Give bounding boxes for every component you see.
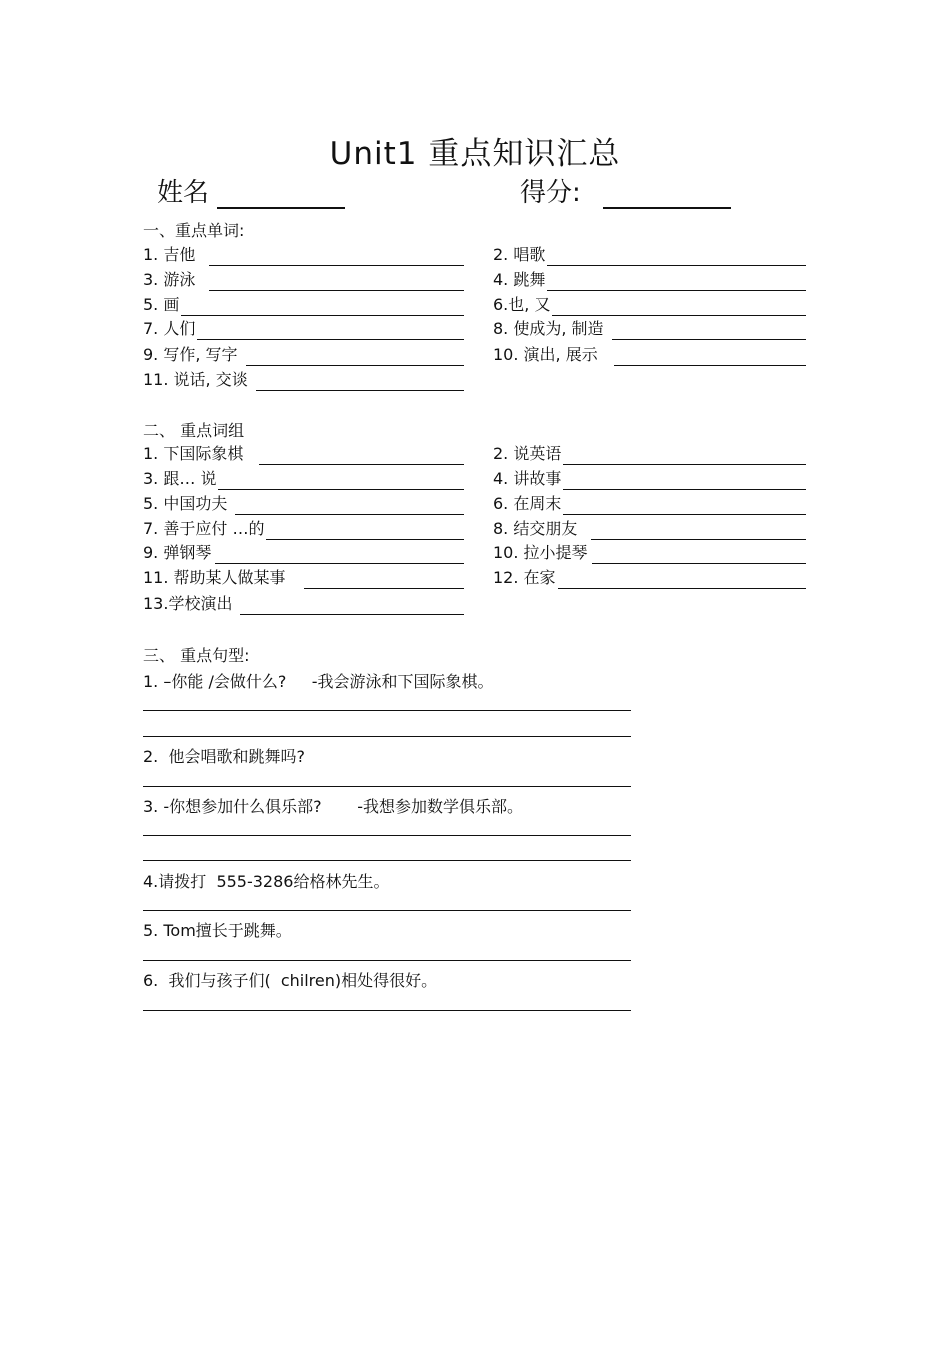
phrase-item[interactable]: 8. 结交朋友 <box>493 518 806 540</box>
name-label: 姓名 <box>157 178 210 208</box>
phrase-item[interactable]: 4. 讲故事 <box>493 468 806 490</box>
word-item[interactable]: 11. 说话, 交谈 <box>143 369 464 391</box>
word-item[interactable]: 3. 游泳 <box>143 269 464 291</box>
sentence-prompt: 1. –你能 /会做什么? -我会游泳和下国际象棋。 <box>143 672 494 691</box>
answer-line[interactable] <box>143 710 631 711</box>
page-title: Unit1 重点知识汇总 <box>329 136 621 172</box>
phrase-item[interactable]: 10. 拉小提琴 <box>493 542 806 564</box>
answer-line[interactable] <box>143 910 631 911</box>
phrase-item[interactable]: 3. 跟… 说 <box>143 468 464 490</box>
phrase-item[interactable]: 5. 中国功夫 <box>143 493 464 515</box>
sentence-prompt: 2. 他会唱歌和跳舞吗? <box>143 747 305 766</box>
phrase-item[interactable]: 2. 说英语 <box>493 443 806 465</box>
phrase-item[interactable]: 13.学校演出 <box>143 593 464 615</box>
answer-line[interactable] <box>143 860 631 861</box>
score-blank[interactable] <box>603 177 731 209</box>
word-item[interactable]: 9. 写作, 写字 <box>143 344 464 366</box>
answer-line[interactable] <box>143 960 631 961</box>
phrase-item[interactable]: 9. 弹钢琴 <box>143 542 464 564</box>
word-item[interactable]: 5. 画 <box>143 294 464 316</box>
answer-line[interactable] <box>143 1010 631 1011</box>
score-field <box>520 172 731 209</box>
name-field <box>157 172 345 209</box>
word-item[interactable]: 6.也, 又 <box>493 294 806 316</box>
score-label: 得分: <box>520 178 581 208</box>
answer-line[interactable] <box>143 786 631 787</box>
phrases-heading: 二、 重点词组 <box>143 421 245 440</box>
sentence-prompt: 5. Tom擅长于跳舞。 <box>143 921 292 940</box>
sentences-heading: 三、 重点句型: <box>143 646 250 665</box>
word-item[interactable]: 4. 跳舞 <box>493 269 806 291</box>
words-heading: 一、重点单词: <box>143 221 245 240</box>
phrase-item[interactable]: 12. 在家 <box>493 567 806 589</box>
answer-line[interactable] <box>143 736 631 737</box>
phrase-item[interactable]: 11. 帮助某人做某事 <box>143 567 464 589</box>
phrase-item[interactable]: 6. 在周末 <box>493 493 806 515</box>
sentence-prompt: 4.请拨打 555-3286给格林先生。 <box>143 872 390 891</box>
word-item[interactable]: 8. 使成为, 制造 <box>493 318 806 340</box>
sentence-prompt: 3. -你想参加什么俱乐部? -我想参加数学俱乐部。 <box>143 797 523 816</box>
word-item[interactable]: 7. 人们 <box>143 318 464 340</box>
phrase-item[interactable]: 1. 下国际象棋 <box>143 443 464 465</box>
name-blank[interactable] <box>217 177 345 209</box>
sentence-prompt: 6. 我们与孩子们( chilren)相处得很好。 <box>143 971 438 990</box>
phrase-item[interactable]: 7. 善于应付 …的 <box>143 518 464 540</box>
answer-line[interactable] <box>143 835 631 836</box>
word-item[interactable]: 2. 唱歌 <box>493 244 806 266</box>
word-item[interactable]: 10. 演出, 展示 <box>493 344 806 366</box>
word-item[interactable]: 1. 吉他 <box>143 244 464 266</box>
